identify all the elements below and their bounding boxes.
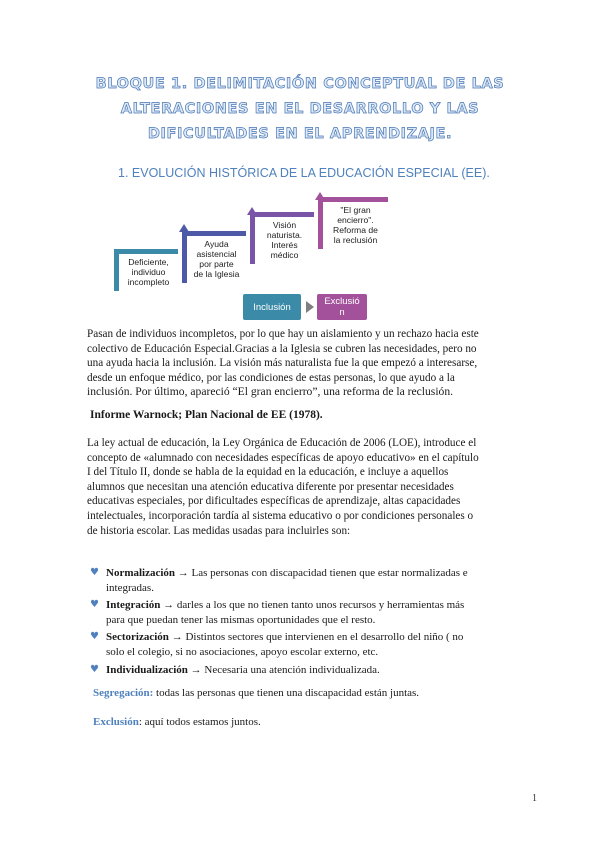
- inclusion-label: Inclusión: [253, 301, 291, 313]
- document-title: [60, 72, 540, 147]
- page-number: 1: [532, 793, 537, 804]
- heart-bullet-icon: ♥: [90, 567, 99, 578]
- diagram-step-encierro: "El gran encierro". Reforma de la reclusión: [318, 197, 388, 249]
- list-item: ♥ Sectorización → Distintos sectores que intervienen en el desarrollo del niño ( no solo el colegio, si no asociaciones, apoyo escolar externo, etc.: [90, 631, 464, 658]
- exclusion-label-line-1: Exclusió: [324, 296, 360, 307]
- heart-bullet-icon: ♥: [90, 663, 99, 675]
- title-line-3: DIFICULTADES EN EL APRENDIZAJE.: [147, 126, 453, 142]
- heart-bullet-icon: ♥: [90, 599, 99, 611]
- list-item: ♥ Normalización → Las personas con discapacidad tienen que estar normalizadas e integradas.: [90, 567, 468, 594]
- definition-segregacion: Segregación: todas las personas que tienen una discapacidad están juntas.: [93, 687, 420, 699]
- section-heading: 1. EVOLUCIÓN HISTÓRICA DE LA EDUCACIÓN ESPECIAL (EE).: [118, 166, 490, 180]
- diagram-step-vision: Visión naturista. Interés médico: [250, 212, 314, 264]
- diagram-step-deficiente: Deficiente, individuo incompleto: [114, 249, 178, 291]
- definition-exclusion: Exclusión: aquí todos estamos juntos.: [93, 716, 261, 728]
- list-item: ♥ Integración → darles a los que no tienen tanto unos recursos y herramientas más para que puedan tener las mismas oportunidades que el resto.: [90, 599, 465, 626]
- informe-heading: Informe Warnock; Plan Nacional de EE (1978).: [90, 409, 323, 421]
- measures-list: [90, 566, 520, 680]
- exclusion-label-line-2: n: [339, 307, 345, 318]
- intro-paragraph: Pasan de individuos incompletos, por lo que hay un aislamiento y un rechazo hacia este colectivo de Educación Especial.Gracias a la Iglesia se cubren las necesidades, pero no una ayuda hacia la inclusión. La visión más naturalista fue la que empezó a interesarse, desde un enfoque médico, por las condiciones de estas personas, lo que ayudo a la inclusión. Por último, apareció “El gran encierro”, una reforma de la reclusión.: [87, 328, 479, 399]
- heart-bullet-icon: ♥: [90, 631, 99, 643]
- diagram-step-ayuda: Ayuda asistencial por parte de la Iglesia: [182, 231, 246, 283]
- arrow-right-icon: [306, 301, 314, 313]
- title-line-2: ALTERACIONES EN EL DESARROLLO Y LAS: [120, 101, 480, 117]
- inclusion-box: [243, 294, 301, 320]
- title-line-1: BLOQUE 1. DELIMITACIÓN CONCEPTUAL DE LAS: [95, 76, 505, 92]
- list-item: ♥ Individualización → Necesaria una atención individualizada.: [90, 663, 380, 676]
- history-staircase-diagram: [110, 196, 410, 326]
- law-paragraph: La ley actual de educación, la Ley Orgánica de Educación de 2006 (LOE), introduce el concepto de «alumnado con necesidades específicas de apoyo educativo» en el capítulo I del Título II, donde se habla de la equidad en la educación, e incluye a aquellos alumnos que necesitan una atención educativa diferente por presentar necesidades educativas especiales, por dificultades específicas de aprendizaje, altas capacidades intelectuales, incorporación tardía al sistema educativo o por condiciones personales o de historia escolar. Las medidas usadas para incluirles son:: [87, 437, 479, 537]
- exclusion-box: [317, 294, 367, 320]
